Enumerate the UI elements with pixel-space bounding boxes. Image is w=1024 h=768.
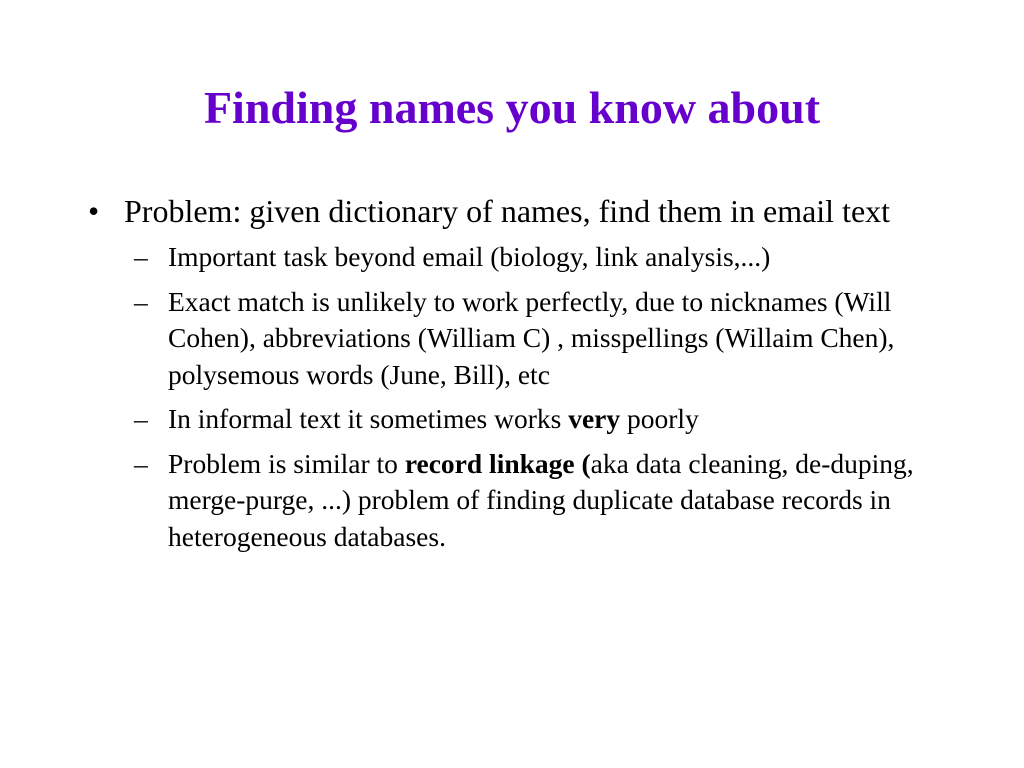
sub-bullet-item bbox=[134, 284, 948, 394]
sub-bullet-list bbox=[88, 239, 948, 555]
emphasis-text: record linkage ( bbox=[404, 447, 591, 479]
sub-bullet-text-after: aka data cleaning, de-duping, merge-purge, ...) problem of finding duplicate database records in heterogeneous databases. bbox=[168, 447, 914, 552]
sub-bullet-marker: – bbox=[134, 285, 148, 317]
sub-bullet-text-before: Problem is similar to bbox=[168, 447, 405, 479]
emphasis-text: very bbox=[568, 403, 621, 434]
sub-bullet-marker: – bbox=[134, 447, 148, 479]
sub-bullet-item bbox=[134, 401, 948, 438]
sub-bullet-marker: – bbox=[134, 403, 148, 434]
sub-bullet-text: Exact match is unlikely to work perfectly, due to nicknames (Will Cohen), abbreviations (William C) , misspellings (Willaim Chen), polysemous words (June, Bill), etc bbox=[168, 285, 895, 390]
bullet-item bbox=[88, 192, 948, 231]
sub-bullet-item bbox=[134, 446, 948, 556]
sub-bullet-text: Important task beyond email (biology, link analysis,...) bbox=[168, 241, 771, 272]
sub-bullet-item bbox=[134, 239, 948, 276]
sub-bullet-text bbox=[168, 448, 914, 552]
bullet-list bbox=[88, 192, 948, 563]
bullet-marker: • bbox=[88, 193, 100, 229]
sub-bullet-text bbox=[168, 403, 699, 434]
slide-title: Finding names you know about bbox=[203, 82, 821, 133]
sub-bullet-marker: – bbox=[134, 241, 148, 272]
sub-bullet-text-after: poorly bbox=[620, 403, 699, 434]
sub-bullet-text-before: In informal text it sometimes works bbox=[168, 403, 569, 434]
bullet-text: Problem: given dictionary of names, find them in email text bbox=[124, 193, 891, 229]
